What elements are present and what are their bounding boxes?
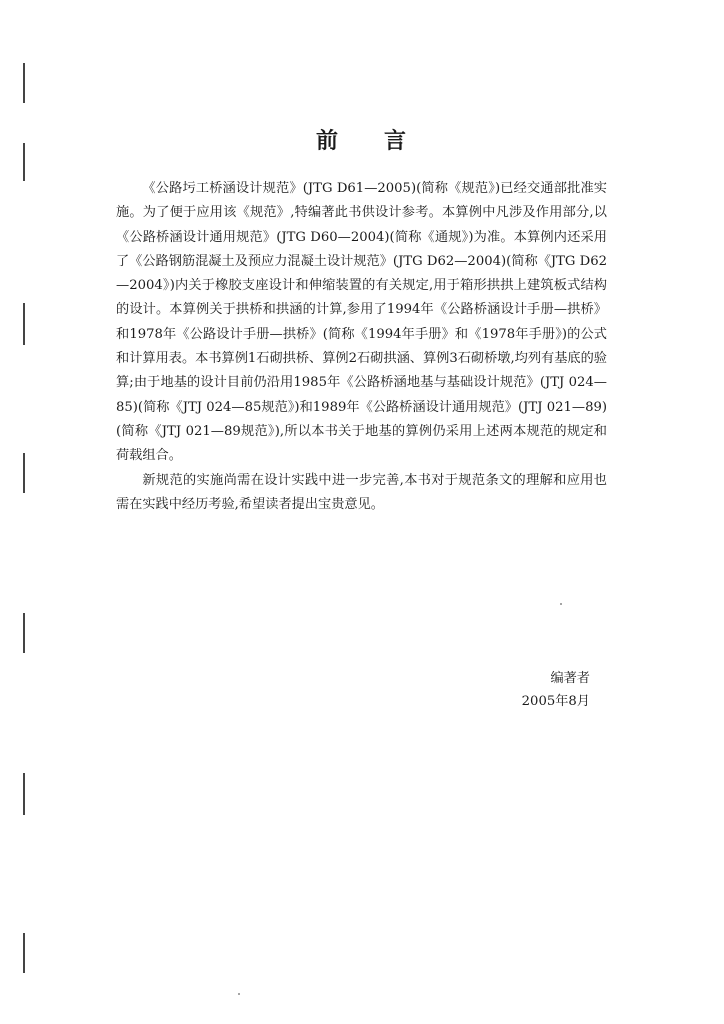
- scan-speck: [560, 603, 562, 605]
- title-char-2: 言: [384, 128, 409, 154]
- scan-edge-mark: [23, 613, 25, 653]
- scan-speck: [238, 993, 240, 995]
- paragraph-2: 新规范的实施尚需在设计实践中进一步完善,本书对于规范条文的理解和应用也需在实践中经历考验,希望读者提出宝贵意见。: [116, 472, 607, 512]
- editor-signature: 编著者: [550, 671, 590, 686]
- title-char-1: 前: [315, 128, 340, 154]
- scan-edge-mark: [23, 933, 25, 973]
- page-title: [0, 124, 724, 155]
- signature-date: 2005年8月: [521, 694, 590, 709]
- scan-edge-mark: [23, 303, 25, 345]
- scan-edge-mark: [23, 773, 25, 815]
- scan-edge-mark: [23, 453, 25, 493]
- paragraph-1: 《公路圬工桥涵设计规范》(JTG D61—2005)(简称《规范》)已经交通部批准实施。为了便于应用该《规范》,特编著此书供设计参考。本算例中凡涉及作用部分,以《公路桥涵设计通用规范》(JTG D60—2004)(简称《通规》)为准。本算例内还采用了《公路钢筋混凝土及预应力混凝土设计规范》(JTG D62—2004)(简称《JTG D62—2004》)内关于橡胶支座设计和伸缩装置的有关规定,用于箱形拱拱上建筑板式结构的设计。本算例关于拱桥和拱涵的计算,参用了1994年《公路桥涵设计手册—拱桥》和1978年《公路设计手册—拱桥》(简称《1994年手册》和《1978年手册》)的公式和计算用表。本书算例1石砌拱桥、算例2石砌拱涵、算例3石砌桥墩,均列有基底的验算;由于地基的设计目前仍沿用1985年《公路桥涵地基与基础设计规范》(JTJ 024—85)(简称《JTJ 024—85规范》)和1989年《公路桥涵设计通用规范》(JTJ 021—89)(简称《JTJ 021—89规范》),所以本书关于地基的算例仍采用上述两本规范的规定和荷载组合。: [116, 181, 608, 464]
- scan-edge-mark: [23, 63, 25, 103]
- preface-body: [116, 177, 607, 517]
